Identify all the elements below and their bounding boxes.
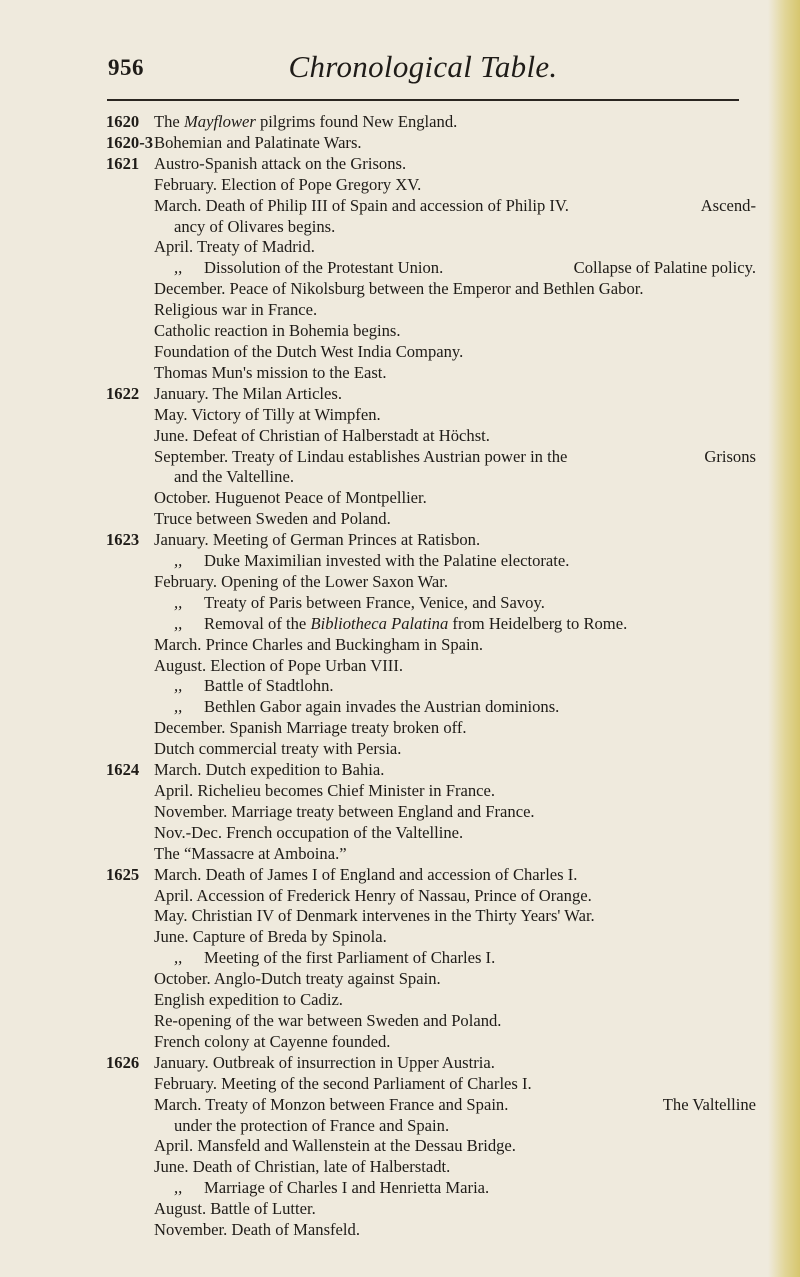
entry-line (106, 1199, 756, 1220)
header-rule (107, 99, 739, 101)
entry-line (106, 781, 756, 802)
entry-line (106, 1053, 756, 1074)
entry-text: Religious war in France. (154, 300, 318, 320)
running-title: Chronological Table. (288, 49, 558, 84)
entry-text: March. Death of Philip III of Spain and accession of Philip IV. Ascend- (154, 195, 756, 215)
year-label: 1623 (106, 530, 140, 550)
entry-text: ,, Meeting of the first Parliament of Charles I. (154, 948, 756, 969)
entry-text: April. Accession of Frederick Henry of Nassau, Prince of Orange. (154, 885, 592, 905)
entry-text-continued: under the protection of France and Spain. (174, 1115, 450, 1135)
entry-line (106, 844, 756, 865)
entry-line (106, 697, 756, 718)
entry-text: March. Treaty of Monzon between France and Spain. The Valtelline (154, 1094, 756, 1114)
entry-line (106, 196, 756, 217)
year-label: 1624 (106, 760, 140, 780)
entry-line (106, 384, 756, 405)
entry-text: May. Christian IV of Denmark intervenes in the Thirty Years' War. (154, 906, 595, 926)
entry-line (106, 1178, 756, 1199)
year-label: 1620 (106, 112, 140, 131)
entry-line (106, 258, 756, 279)
entry-line (106, 593, 756, 614)
entry-text: March. Dutch expedition to Bahia. (154, 760, 385, 780)
entry-line (106, 886, 756, 907)
entry-text: French colony at Cayenne founded. (154, 1031, 391, 1051)
entry-text: Dutch commercial treaty with Persia. (154, 739, 402, 759)
entry-text: May. Victory of Tilly at Wimpfen. (154, 404, 381, 424)
entry-line (106, 1116, 756, 1137)
entry-line (106, 551, 756, 572)
entry-line (106, 509, 756, 530)
entry-line (106, 635, 756, 656)
entry-line (106, 405, 756, 426)
year-label: 1625 (106, 864, 140, 884)
entry-text: August. Battle of Lutter. (154, 1199, 316, 1219)
ditto-mark: ,, (174, 948, 183, 968)
entry-line (106, 467, 756, 488)
ditto-mark: ,, (174, 613, 183, 633)
entry-line (106, 927, 756, 948)
entry-text: ,, Dissolution of the Protestant Union. Collapse of Palatine policy. (154, 258, 756, 279)
entry-text: February. Opening of the Lower Saxon War. (154, 571, 449, 591)
entry-line (106, 154, 756, 175)
entry-line (106, 969, 756, 990)
entry-text: October. Anglo-Dutch treaty against Spain. (154, 969, 441, 989)
entry-text: February. Election of Pope Gregory XV. (154, 174, 422, 194)
entry-text: Bohemian and Palatinate Wars. (154, 132, 362, 152)
year-label: 1622 (106, 383, 140, 403)
entry-text: ,, Battle of Stadtlohn. (154, 676, 756, 697)
entry-line (106, 656, 756, 677)
entry-line (106, 133, 756, 154)
entry-line (106, 342, 756, 363)
entry-line (106, 1220, 756, 1241)
entry-text: November. Death of Mansfeld. (154, 1220, 360, 1240)
entry-text: ,, Removal of the Bibliotheca Palatina from Heidelberg to Rome. (154, 614, 756, 635)
entry-text: Truce between Sweden and Poland. (154, 509, 391, 529)
entry-line (106, 237, 756, 258)
entry-line (106, 865, 756, 886)
entry-text: ,, Treaty of Paris between France, Venice, and Savoy. (154, 593, 756, 614)
entry-line (106, 1095, 756, 1116)
entry-text: Re-opening of the war between Sweden and Poland. (154, 1010, 502, 1030)
entry-text: January. The Milan Articles. (154, 383, 343, 403)
entry-text: ,, Duke Maximilian invested with the Palatine electorate. (154, 551, 756, 572)
entry-line (106, 1074, 756, 1095)
entry-line (106, 300, 756, 321)
entry-text: December. Spanish Marriage treaty broken off. (154, 718, 467, 738)
ditto-mark: ,, (174, 676, 183, 696)
entry-line (106, 739, 756, 760)
running-header (108, 49, 738, 95)
entry-text-continued: ancy of Olivares begins. (174, 216, 336, 236)
entry-text: Catholic reaction in Bohemia begins. (154, 321, 401, 341)
entry-line (106, 990, 756, 1011)
year-label: 1621 (106, 153, 140, 173)
entry-line (106, 802, 756, 823)
entry-text: October. Huguenot Peace of Montpellier. (154, 488, 427, 508)
entry-line (106, 1011, 756, 1032)
chronology-entries (106, 112, 756, 1241)
entry-text: Thomas Mun's mission to the East. (154, 362, 387, 382)
entry-text: Nov.-Dec. French occupation of the Valtelline. (154, 822, 464, 842)
entry-text: March. Prince Charles and Buckingham in Spain. (154, 634, 484, 654)
entry-text: ,, Marriage of Charles I and Henrietta Maria. (154, 1178, 756, 1199)
entry-text: August. Election of Pope Urban VIII. (154, 655, 404, 675)
page-number: 956 (108, 55, 144, 80)
entry-line (106, 321, 756, 342)
ditto-mark: ,, (174, 258, 183, 278)
entry-text: March. Death of James I of England and accession of Charles I. (154, 864, 578, 884)
entry-line (106, 718, 756, 739)
entry-line (106, 217, 756, 238)
entry-text: January. Outbreak of insurrection in Upper Austria. (154, 1052, 495, 1072)
entry-line (106, 426, 756, 447)
entry-line (106, 572, 756, 593)
ditto-mark: ,, (174, 697, 183, 717)
entry-text: April. Mansfeld and Wallenstein at the Dessau Bridge. (154, 1136, 516, 1156)
entry-text: English expedition to Cadiz. (154, 990, 343, 1010)
entry-text: November. Marriage treaty between England and France. (154, 801, 535, 821)
entry-text: ,, Bethlen Gabor again invades the Austrian dominions. (154, 697, 756, 718)
entry-text-continued: and the Valtelline. (174, 467, 294, 487)
entry-line (106, 447, 756, 468)
entry-text: The Mayflower pilgrims found New England. (154, 112, 458, 131)
entry-text: The “Massacre at Amboina.” (154, 843, 347, 863)
entry-line (106, 175, 756, 196)
year-label: 1620-3 (106, 132, 154, 152)
ditto-mark: ,, (174, 551, 183, 571)
ditto-mark: ,, (174, 1178, 183, 1198)
entry-line (106, 906, 756, 927)
ditto-mark: ,, (174, 592, 183, 612)
entry-line (106, 488, 756, 509)
entry-line (106, 530, 756, 551)
entry-line (106, 363, 756, 384)
entry-text: June. Death of Christian, late of Halberstadt. (154, 1157, 451, 1177)
year-label: 1626 (106, 1052, 140, 1072)
entry-line (106, 1032, 756, 1053)
entry-text: Austro-Spanish attack on the Grisons. (154, 153, 407, 173)
entry-text: January. Meeting of German Princes at Ratisbon. (154, 530, 481, 550)
entry-text: February. Meeting of the second Parliament of Charles I. (154, 1073, 532, 1093)
page-edge (768, 0, 800, 1277)
entry-line (106, 279, 756, 300)
entry-text: June. Capture of Breda by Spinola. (154, 927, 387, 947)
entry-line (106, 1136, 756, 1157)
entry-text: September. Treaty of Lindau establishes Austrian power in the Grisons (154, 446, 756, 466)
entry-line (106, 823, 756, 844)
entry-text: December. Peace of Nikolsburg between the Emperor and Bethlen Gabor. (154, 279, 644, 299)
entry-line (106, 948, 756, 969)
entry-line (106, 760, 756, 781)
entry-text: April. Richelieu becomes Chief Minister in France. (154, 781, 496, 800)
entry-line (106, 614, 756, 635)
entry-line (106, 676, 756, 697)
entry-line (106, 112, 756, 133)
entry-line (106, 1157, 756, 1178)
entry-text: Foundation of the Dutch West India Company. (154, 341, 464, 361)
entry-text: June. Defeat of Christian of Halberstadt at Höchst. (154, 425, 490, 445)
entry-text: April. Treaty of Madrid. (154, 237, 315, 257)
